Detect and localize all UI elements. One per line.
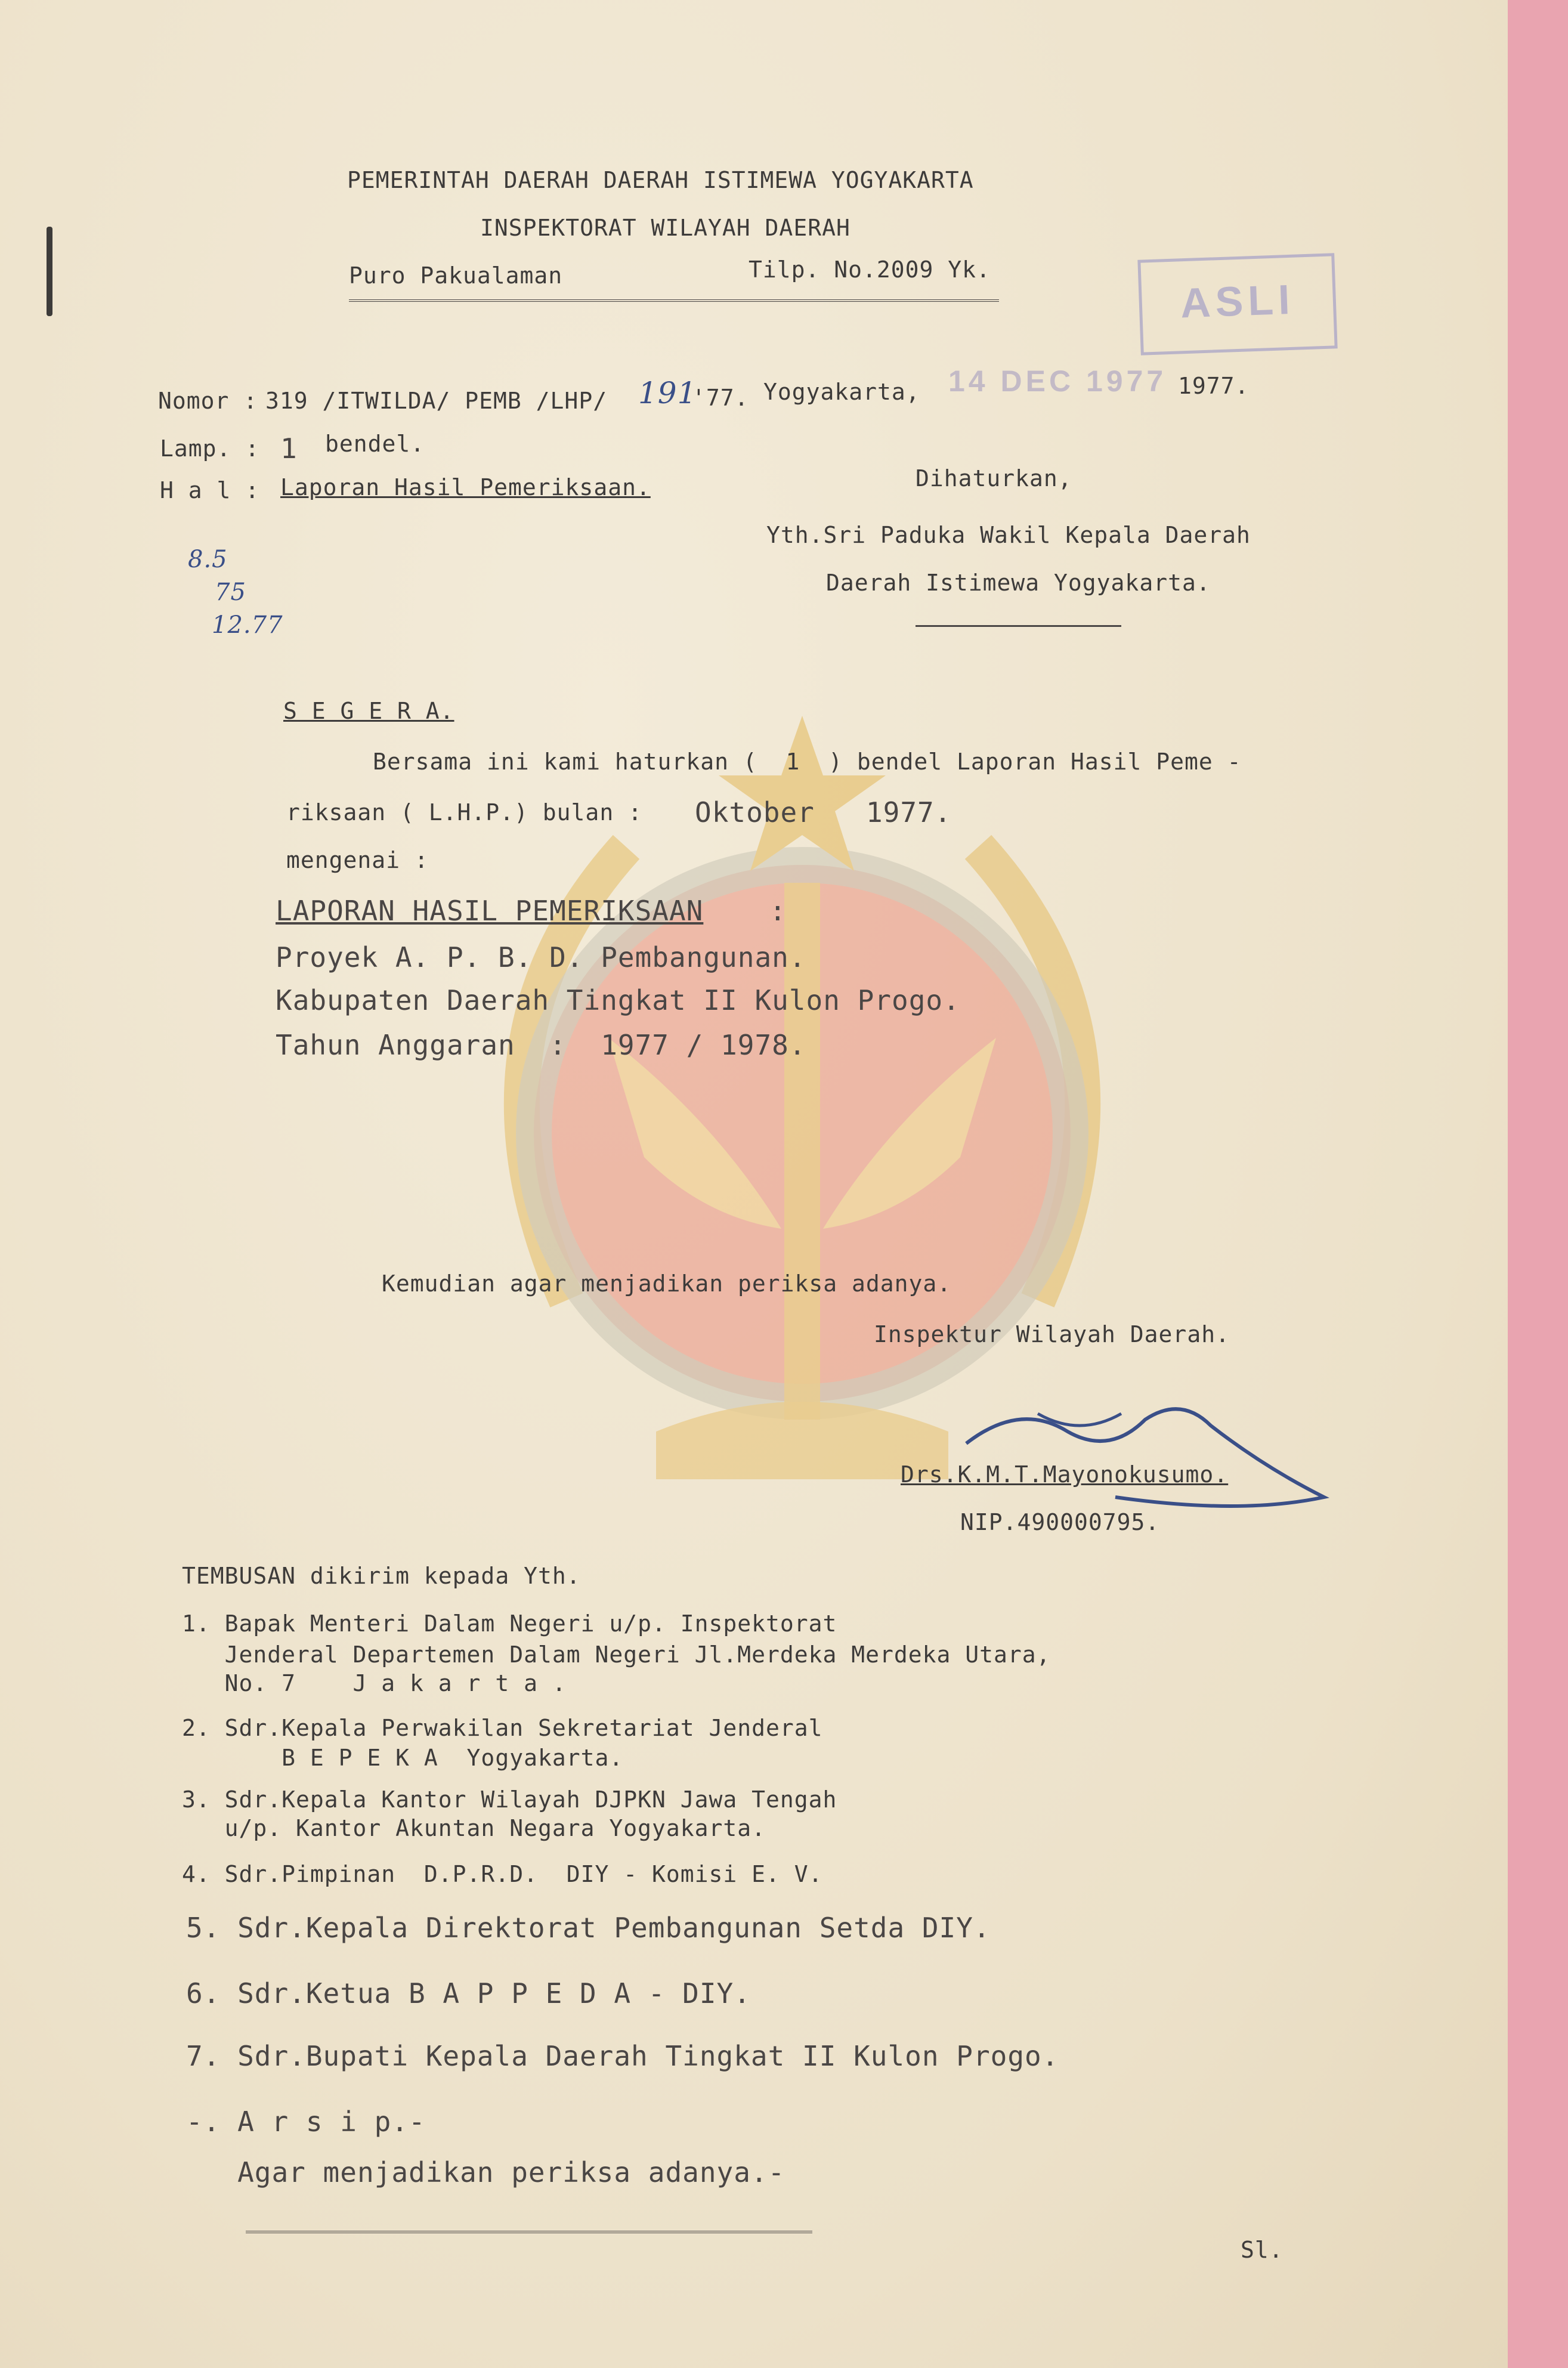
tembusan-item: u/p. Kantor Akuntan Negara Yogyakarta. <box>182 1815 766 1841</box>
date-stamp: 14 DEC 1977 <box>948 364 1167 398</box>
page-border <box>1508 0 1568 2368</box>
addressee-underline <box>916 625 1121 627</box>
header-address: Puro Pakualaman <box>349 262 563 289</box>
tembusan-item: 4. Sdr.Pimpinan D.P.R.D. DIY - Komisi E. V. <box>182 1861 823 1887</box>
tembusan-heading: TEMBUSAN dikirim kepada Yth. <box>182 1563 581 1589</box>
asli-stamp: ASLI <box>1137 253 1337 355</box>
letter-year: 1977. <box>1178 373 1250 399</box>
header-government: PEMERINTAH DAERAH DAERAH ISTIMEWA YOGYAKARTA <box>347 167 974 193</box>
margin-mark <box>47 227 52 316</box>
body-para3: mengenai : <box>286 847 429 873</box>
tembusan-item: 1. Bapak Menteri Dalam Negeri u/p. Inspektorat <box>182 1610 837 1637</box>
urgency-label: S E G E R A. <box>283 698 454 724</box>
subject-line-2: Kabupaten Daerah Tingkat II Kulon Progo. <box>276 984 960 1016</box>
tembusan-item: 3. Sdr.Kepala Kantor Wilayah DJPKN Jawa Tengah <box>182 1786 837 1813</box>
tembusan-item: B E P E K A Yogyakarta. <box>182 1745 624 1771</box>
hal-value: Laporan Hasil Pemeriksaan. <box>280 474 651 500</box>
tembusan-item: 2. Sdr.Kepala Perwakilan Sekretariat Jenderal <box>182 1715 823 1741</box>
handnote-1: 8.5 <box>188 546 228 573</box>
tembusan-item: Agar menjadikan periksa adanya.- <box>186 2156 785 2188</box>
subject-line-3: Tahun Anggaran : 1977 / 1978. <box>276 1029 806 1061</box>
signature-icon <box>930 1378 1348 1521</box>
tembusan-item: 5. Sdr.Kepala Direktorat Pembangunan Setda DIY. <box>186 1912 991 1944</box>
lamp-value: 1 <box>280 432 298 465</box>
header-phone: Tilp. No.2009 Yk. <box>749 256 991 283</box>
addressee-intro: Dihaturkan, <box>916 465 1072 491</box>
footer-rule <box>246 2231 812 2233</box>
place-date: Yogyakarta, <box>763 379 920 405</box>
closing-sentence: Kemudian agar menjadikan periksa adanya. <box>382 1270 952 1297</box>
nomor-label: Nomor : <box>158 388 258 414</box>
nomor-value: 319 /ITWILDA/ PEMB /LHP/ <box>265 388 608 414</box>
subject-line-1: Proyek A. P. B. D. Pembangunan. <box>276 941 806 973</box>
header-rule <box>349 299 999 302</box>
body-para2: riksaan ( L.H.P.) bulan : <box>286 799 642 826</box>
nomor-handwritten: 191 <box>638 376 697 410</box>
lamp-unit: bendel. <box>325 431 425 457</box>
body-month: Oktober 1977. <box>695 796 952 829</box>
typist-initials: Sl. <box>1241 2237 1284 2263</box>
subject-colon: : <box>769 895 787 927</box>
hal-label: H a l : <box>160 477 260 503</box>
tembusan-item: 7. Sdr.Bupati Kepala Daerah Tingkat II Kulon Progo. <box>186 2040 1059 2072</box>
body-para1: Bersama ini kami haturkan ( 1 ) bendel Laporan Hasil Peme - <box>373 749 1242 775</box>
signatory-nip: NIP.490000795. <box>960 1509 1160 1535</box>
header-office: INSPEKTORAT WILAYAH DAERAH <box>480 215 851 241</box>
tembusan-item: No. 7 J a k a r t a . <box>182 1670 567 1696</box>
signatory-title: Inspektur Wilayah Daerah. <box>874 1321 1230 1347</box>
addressee-line1: Yth.Sri Paduka Wakil Kepala Daerah <box>766 522 1251 548</box>
tembusan-item: -. A r s i p.- <box>186 2106 426 2138</box>
tembusan-item: Jenderal Departemen Dalam Negeri Jl.Merdeka Merdeka Utara, <box>182 1641 1051 1668</box>
addressee-line2: Daerah Istimewa Yogyakarta. <box>826 570 1211 596</box>
nomor-suffix: '77. <box>692 385 749 411</box>
signatory-name: Drs.K.M.T.Mayonokusumo. <box>901 1461 1229 1488</box>
handnote-2: 75 <box>215 579 246 606</box>
lamp-label: Lamp. : <box>160 435 260 462</box>
tembusan-item: 6. Sdr.Ketua B A P P E D A - DIY. <box>186 1977 751 2010</box>
handnote-3: 12.77 <box>212 611 283 639</box>
subject-title: LAPORAN HASIL PEMERIKSAAN <box>276 895 704 927</box>
